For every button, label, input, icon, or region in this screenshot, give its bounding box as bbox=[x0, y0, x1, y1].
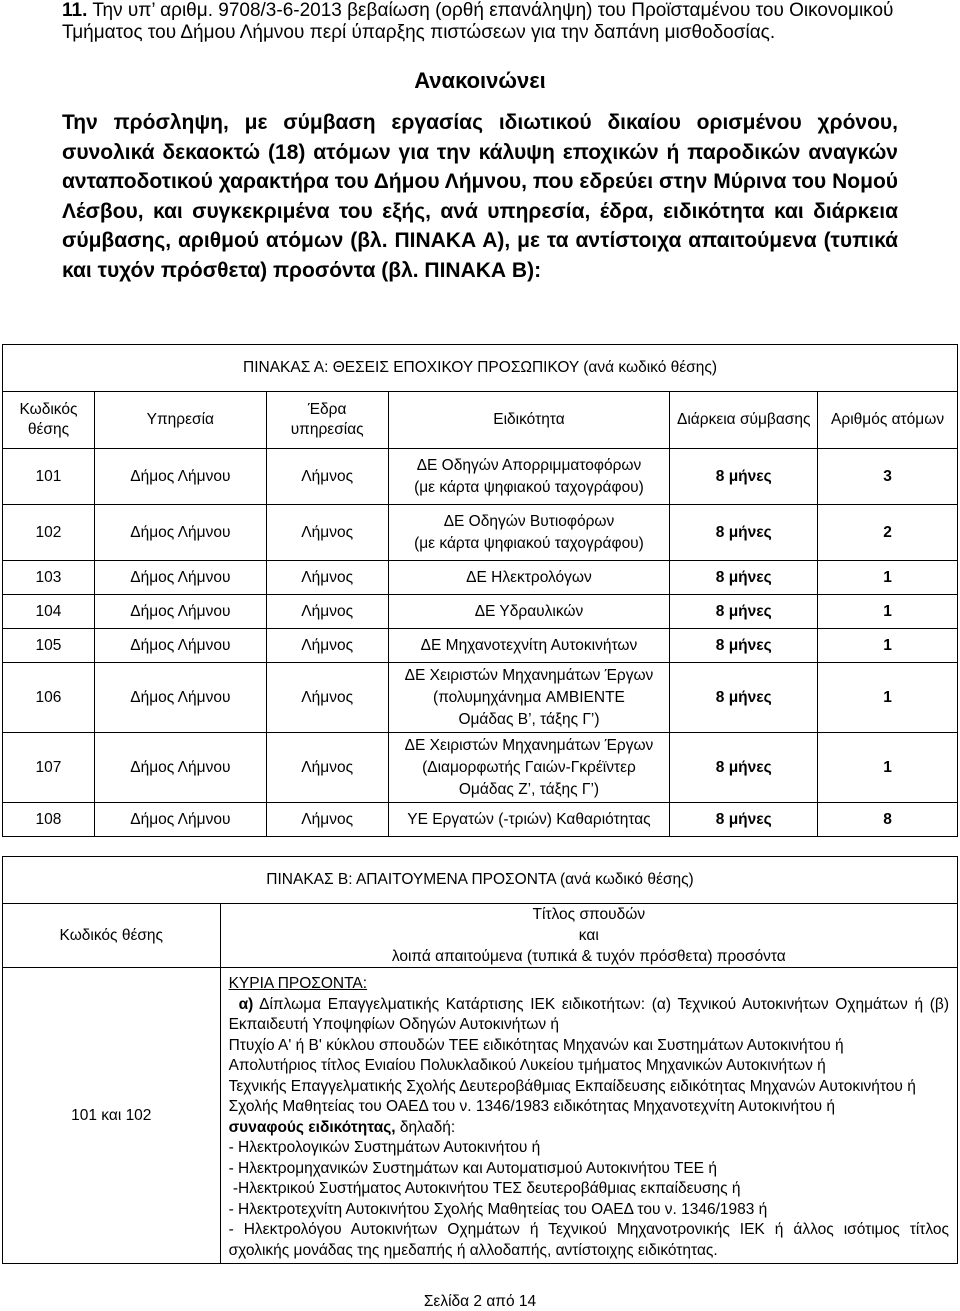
seat-cell: Λήμνος bbox=[266, 629, 388, 663]
qualification-item-a bbox=[229, 995, 949, 1036]
seat-cell: Λήμνος bbox=[266, 663, 388, 733]
position-code: 104 bbox=[3, 595, 95, 629]
position-code: 103 bbox=[3, 561, 95, 595]
seat-cell: Λήμνος bbox=[266, 733, 388, 803]
specialty-line: ΔΕ Χειριστών Μηχανημάτων Έργων bbox=[404, 736, 654, 754]
dash-line: - Ηλεκτρολογικών Συστημάτων Αυτοκινήτου ή bbox=[228, 1139, 541, 1156]
related-specialty-bold: συναφούς ειδικότητας, bbox=[228, 1118, 396, 1136]
count-cell: 1 bbox=[818, 561, 958, 595]
position-code: 106 bbox=[3, 663, 95, 733]
seat-cell: Λήμνος bbox=[266, 803, 388, 837]
duration-cell: 8 μήνες bbox=[670, 803, 818, 837]
duration-cell: 8 μήνες bbox=[670, 449, 818, 505]
position-code: 101 bbox=[3, 449, 95, 505]
position-code: 102 bbox=[3, 505, 95, 561]
table-b-header-code: Κωδικός θέσης bbox=[3, 904, 221, 968]
qualification-line: Πτυχίο Α' ή Β' κύκλου σπουδών ΤΕΕ ειδικότητας Μηχανών και Συστημάτων Αυτοκινήτου ή bbox=[228, 1036, 844, 1054]
header-code: Κωδικός θέσης bbox=[3, 392, 95, 449]
table-row bbox=[3, 803, 958, 837]
related-specialty-line bbox=[229, 1118, 949, 1139]
specialty-cell bbox=[388, 803, 670, 837]
announcement-heading: Ανακοινώνει bbox=[414, 68, 546, 93]
header-duration: Διάρκεια σύμβασης bbox=[670, 392, 818, 449]
item-a-text: Δίπλωμα Επαγγελματικής Κατάρτισης ΙΕΚ ειδικοτήτων: (α) Τεχνικού Αυτοκινήτων Οχημάτων ή (β) Εκπαιδευτή Υποψηφίων Οδηγών Αυτοκινήτων ή bbox=[228, 995, 949, 1033]
duration-cell: 8 μήνες bbox=[670, 663, 818, 733]
table-row bbox=[3, 449, 958, 505]
table-row bbox=[3, 629, 958, 663]
intro-text: Την υπ’ αριθμ. 9708/3-6-2013 βεβαίωση (ορθή επανάληψη) του Προϊσταμένου του Οικονομικού Τμήματος του Δήμου Λήμνου περί ύπαρξης πιστώσεων για την δαπάνη μισθοδοσίας. bbox=[62, 0, 894, 43]
related-specialty-rest: δηλαδή: bbox=[395, 1118, 456, 1136]
qualification-line: Τεχνικής Επαγγελματικής Σχολής Δευτεροβάθμιας Εκπαίδευσης ειδικότητας Μηχανών Αυτοκινήτου ή bbox=[228, 1077, 916, 1095]
page-number: Σελίδα 2 από 14 bbox=[423, 1293, 537, 1310]
duration-cell: 8 μήνες bbox=[670, 629, 818, 663]
duration-cell: 8 μήνες bbox=[670, 505, 818, 561]
service-cell: Δήμος Λήμνου bbox=[94, 595, 266, 629]
table-row bbox=[3, 561, 958, 595]
count-cell: 1 bbox=[818, 733, 958, 803]
specialty-line: ΔΕ Χειριστών Μηχανημάτων Έργων bbox=[404, 666, 654, 684]
table-a-title: ΠΙΝΑΚΑΣ Α: ΘΕΣΕΙΣ ΕΠΟΧΙΚΟΥ ΠΡΟΣΩΠΙΚΟΥ (ανά κωδικό θέσης) bbox=[3, 345, 958, 392]
specialty-line: ΔΕ Οδηγών Απορριμματοφόρων bbox=[416, 456, 642, 474]
header-seat: Έδρα υπηρεσίας bbox=[266, 392, 388, 449]
announcement-paragraph: Την πρόσληψη, με σύμβαση εργασίας ιδιωτικού δικαίου ορισμένου χρόνου, συνολικά δεκαοκτώ (18) ατόμων για την κάλυψη εποχικών ή παροδικών αναγκών ανταποδοτικού χαρακτήρα του Δήμου Λήμνου, που εδρεύει στην Μύρινα του Νομού Λέσβου, και συγκεκριμένα του εξής, ανά υπηρεσία, έδρα, ειδικότητα και διάρκεια σύμβασης, αριθμού ατόμων (βλ. ΠΙΝΑΚΑ Α), με τα αντίστοιχα απαιτούμενα (τυπικά και τυχόν πρόσθετα) προσόντα (βλ. ΠΙΝΑΚΑ Β): bbox=[62, 111, 898, 282]
seat-cell: Λήμνος bbox=[266, 449, 388, 505]
table-row bbox=[3, 733, 958, 803]
header-count: Αριθμός ατόμων bbox=[818, 392, 958, 449]
seat-cell: Λήμνος bbox=[266, 505, 388, 561]
specialty-cell bbox=[388, 629, 670, 663]
service-cell: Δήμος Λήμνου bbox=[94, 733, 266, 803]
position-code: 108 bbox=[3, 803, 95, 837]
specialty-line: Ομάδας Ζ’, τάξης Γ’) bbox=[458, 780, 600, 798]
table-row bbox=[3, 595, 958, 629]
specialty-cell bbox=[388, 595, 670, 629]
count-cell: 2 bbox=[818, 505, 958, 561]
specialty-line: ΥΕ Εργατών (-τριών) Καθαριότητας bbox=[407, 810, 651, 828]
header-title-line: και bbox=[578, 927, 599, 944]
specialty-line: (πολυμηχάνημα AMBIENTE bbox=[433, 688, 625, 706]
table-b-code-cell: 101 και 102 bbox=[3, 968, 221, 1264]
duration-cell: 8 μήνες bbox=[670, 561, 818, 595]
count-cell: 1 bbox=[818, 629, 958, 663]
intro-number: 11. bbox=[62, 0, 88, 21]
qualification-line: Απολυτήριος τίτλος Ενιαίου Πολυκλαδικού Λυκείου τμήματος Μηχανικών Αυτοκινήτων ή bbox=[228, 1057, 826, 1074]
specialty-line: ΔΕ Υδραυλικών bbox=[474, 602, 584, 620]
specialty-cell bbox=[388, 663, 670, 733]
header-title-line: λοιπά απαιτούμενα (τυπικά & τυχόν πρόσθετα) προσόντα bbox=[391, 948, 786, 965]
table-row bbox=[3, 663, 958, 733]
count-cell: 1 bbox=[818, 663, 958, 733]
count-cell: 1 bbox=[818, 595, 958, 629]
position-code: 107 bbox=[3, 733, 95, 803]
dash-line: - Ηλεκτρομηχανικών Συστημάτων και Αυτοματισμού Αυτοκινήτου ΤΕΕ ή bbox=[228, 1159, 717, 1177]
qualifications-cell bbox=[220, 968, 957, 1264]
count-cell: 8 bbox=[818, 803, 958, 837]
service-cell: Δήμος Λήμνου bbox=[94, 505, 266, 561]
intro-item bbox=[62, 0, 898, 44]
service-cell: Δήμος Λήμνου bbox=[94, 449, 266, 505]
specialty-cell bbox=[388, 505, 670, 561]
position-code: 105 bbox=[3, 629, 95, 663]
table-a bbox=[2, 344, 958, 837]
specialty-cell bbox=[388, 561, 670, 595]
count-cell: 3 bbox=[818, 449, 958, 505]
qualification-line: Σχολής Μαθητείας του ΟΑΕΔ του ν. 1346/1983 ειδικότητας Μηχανοτεχνίτη Αυτοκινήτου ή bbox=[228, 1098, 836, 1115]
specialty-line: (Διαμορφωτής Γαιών-Γκρέϊντερ bbox=[422, 758, 636, 776]
seat-cell: Λήμνος bbox=[266, 561, 388, 595]
table-b-header-title bbox=[220, 904, 957, 968]
main-qualifications-label: ΚΥΡΙΑ ΠΡΟΣΟΝΤΑ: bbox=[228, 975, 368, 992]
item-a-prefix: α) bbox=[238, 995, 254, 1013]
specialty-line: ΔΕ Μηχανοτεχνίτη Αυτοκινήτων bbox=[420, 636, 638, 654]
specialty-line: (με κάρτα ψηφιακού ταχογράφου) bbox=[414, 478, 644, 496]
seat-cell: Λήμνος bbox=[266, 595, 388, 629]
specialty-cell bbox=[388, 733, 670, 803]
specialty-line: ΔΕ Οδηγών Βυτιοφόρων bbox=[443, 512, 615, 530]
duration-cell: 8 μήνες bbox=[670, 733, 818, 803]
header-service: Υπηρεσία bbox=[94, 392, 266, 449]
specialty-cell bbox=[388, 449, 670, 505]
specialty-line: (με κάρτα ψηφιακού ταχογράφου) bbox=[414, 534, 644, 552]
duration-cell: 8 μήνες bbox=[670, 595, 818, 629]
service-cell: Δήμος Λήμνου bbox=[94, 663, 266, 733]
service-cell: Δήμος Λήμνου bbox=[94, 629, 266, 663]
dash-line: - Ηλεκτρολόγου Αυτοκινήτων Οχημάτων ή Τεχνικού Μηχανοτρονικής ΙΕΚ ή άλλος ισότιμος τίτλος σχολικής μονάδας της ημεδαπής ή αλλοδαπής, αντίστοιχης ειδικότητας. bbox=[228, 1221, 949, 1259]
service-cell: Δήμος Λήμνου bbox=[94, 803, 266, 837]
specialty-line: Ομάδας Β’, τάξης Γ’) bbox=[458, 710, 600, 728]
dash-line: - Ηλεκτροτεχνίτη Αυτοκινήτου Σχολής Μαθητείας του ΟΑΕΔ του ν. 1346/1983 ή bbox=[228, 1200, 768, 1218]
table-row bbox=[3, 505, 958, 561]
service-cell: Δήμος Λήμνου bbox=[94, 561, 266, 595]
table-b bbox=[2, 856, 958, 1264]
table-b-title: ΠΙΝΑΚΑΣ Β: ΑΠΑΙΤΟΥΜΕΝΑ ΠΡΟΣΟΝΤΑ (ανά κωδικό θέσης) bbox=[3, 857, 958, 904]
header-title-line: Τίτλος σπουδών bbox=[532, 906, 646, 923]
header-specialty: Ειδικότητα bbox=[388, 392, 670, 449]
dash-line: -Ηλεκτρικού Συστήματος Αυτοκινήτου ΤΕΣ δευτεροβάθμιας εκπαίδευσης ή bbox=[228, 1180, 741, 1197]
specialty-line: ΔΕ Ηλεκτρολόγων bbox=[466, 568, 592, 586]
